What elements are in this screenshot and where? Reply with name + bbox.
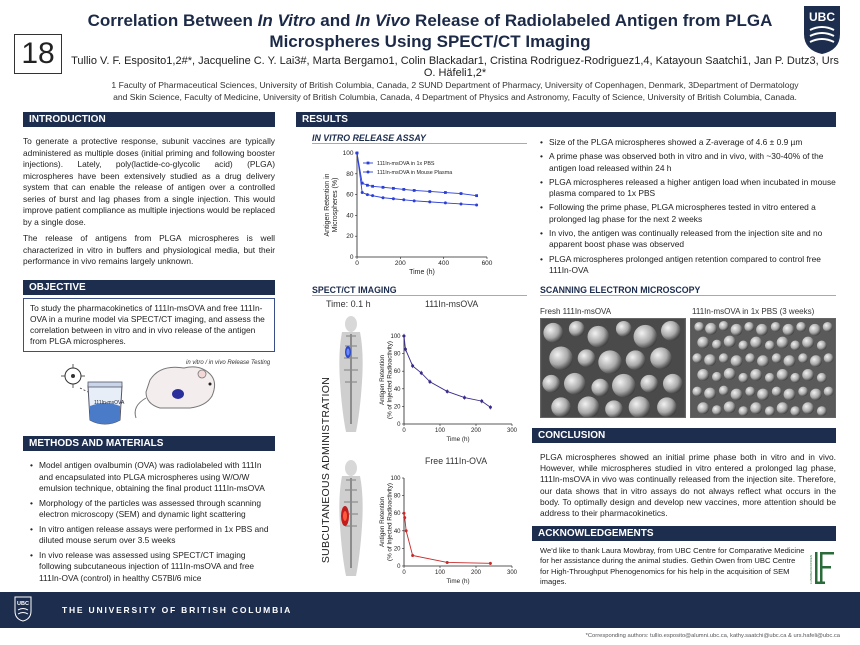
y-tick-label: 40: [393, 528, 401, 535]
x-tick-label: 600: [481, 260, 493, 267]
y-tick-label: 0: [397, 564, 401, 570]
y-axis-label-line: Antigen Retention: [379, 496, 386, 548]
y-tick-label: 20: [393, 546, 401, 553]
methods-header: METHODS AND MATERIALS: [23, 436, 275, 451]
data-point: [428, 190, 431, 193]
y-axis-label-line: (% of Injected Radioactivity): [386, 340, 394, 420]
y-tick-label: 100: [390, 476, 401, 482]
data-point: [444, 191, 447, 194]
ubc-footer-crest-icon: [14, 596, 32, 622]
acknowledgements-header: ACKNOWLEDGEMENTS: [532, 526, 836, 541]
tube-label: 111In-msOVA: [94, 400, 125, 406]
data-point: [413, 189, 416, 192]
lundbeck-text: LUNDBECKFONDEN: [809, 554, 813, 584]
diagram-label: in vitro / in vivo Release Testing: [186, 360, 270, 366]
data-point: [402, 198, 405, 201]
legend-label: 111In-msOVA in 1x PBS: [377, 161, 435, 167]
methods-item: • Model antigen ovalbumin (OVA) was radiolabeled with 111In and encapsulated into PLGA microspheres using W/O/W emulsion technique, obtaining the final product 111In-msOVA: [30, 460, 275, 495]
release-testing-diagram: [60, 356, 270, 428]
sem-image-pbs: [690, 318, 836, 418]
x-tick-label: 200: [470, 428, 482, 434]
x-tick-label: 100: [434, 570, 446, 576]
data-point: [366, 184, 369, 187]
data-point: [356, 152, 359, 155]
spect-time: Time: 0.1 h: [326, 299, 371, 309]
data-point: [361, 191, 364, 194]
y-tick-label: 60: [346, 191, 354, 199]
methods-item: • Morphology of the particles was assessed through scanning electron microscopy (SEM) and dynamic light scattering: [30, 498, 275, 521]
results-item: • PLGA microspheres released a higher antigen load when incubated in mouse plasma compared to 1x PBS: [540, 177, 836, 200]
y-tick-label: 100: [342, 150, 354, 157]
y-tick-label: 60: [393, 369, 401, 376]
y-axis-label: [379, 483, 393, 561]
authors: Tullio V. F. Esposito1,2#*, Jacqueline C. Y. Lai3#, Marta Bergamo1, Colin Blackadar1, Cristina Rodriguez-Rodriguez1,4, Katayoun Saatchi1, Jan P. Dutz3, Urs O. Häfeli1,2*: [71, 55, 839, 79]
x-axis-label: Time (h): [446, 578, 470, 585]
conclusion-text: PLGA microspheres showed an initial prime phase both in vitro and in vivo. However, while microspheres studied in vitro entered a prolonged lag phase, 111In-msOVA in vivo was continually released from the injection site. Therefore, our data shows that in vitro assays do not always reflect what occurs in the body. To optimally design and develop new vaccines, more attention should be address to their pharmacokinetics.: [540, 452, 836, 519]
results-item: • PLGA microspheres prolonged antigen retention compared to control free 111In-OVA: [540, 254, 836, 277]
x-tick-label: 0: [355, 260, 359, 267]
results-item: • A prime phase was observed both in vitro and in vivo, with ~30-40% of the antigen load released within 24 h: [540, 151, 836, 174]
y-tick-label: 40: [346, 212, 354, 220]
x-tick-label: 400: [438, 260, 450, 267]
x-axis-label: Time (h): [409, 269, 435, 276]
legend-label: 111In-msOVA in Mouse Plasma: [377, 170, 453, 176]
data-point: [392, 197, 395, 200]
sem-label-pbs: 111In-msOVA in 1x PBS (3 weeks): [692, 307, 815, 316]
y-axis-label: [324, 173, 339, 236]
y-tick-label: 20: [393, 404, 401, 411]
x-tick-label: 200: [470, 570, 482, 576]
y-tick-label: 80: [393, 351, 401, 358]
affiliations: 1 Faculty of Pharmaceutical Sciences, University of British Columbia, Canada, 2 SUND Department of Pharmacy, University of Copenhagen, Denmark, 3Department of Dermatology and Skin Science, Faculty of Medicine, University of British Columbia, Canada, 4 Department of Physics and Astronomy, Faculty of Science, University of British Columbia, Canada.: [111, 80, 799, 102]
methods-list: [30, 460, 275, 587]
spect-image-free: [332, 456, 370, 582]
x-tick-label: 300: [506, 428, 518, 434]
sem-label-fresh: Fresh 111In-msOVA: [540, 307, 612, 316]
data-point: [392, 187, 395, 190]
y-axis-label-line: Antigen Retention: [379, 354, 386, 406]
poster-title: Correlation Between In Vitro and In Vivo Release of Radiolabeled Antigen from PLGA Microspheres Using SPECT/CT Imaging: [87, 11, 773, 51]
data-point: [371, 194, 374, 197]
poster-number: 18: [14, 34, 62, 74]
data-point: [382, 186, 385, 189]
conclusion-header: CONCLUSION: [532, 428, 836, 443]
legend-marker: [367, 171, 370, 174]
sem-title: SCANNING ELECTRON MICROSCOPY: [540, 285, 836, 296]
objective-text: To study the pharmacokinetics of 111In-msOVA and free 111In-OVA in a murine model via SPECT/CT imaging, and assess the correlation between in vitro and in vivo release of the antigen from PLGA microspheres.: [23, 298, 275, 352]
y-tick-label: 60: [393, 511, 401, 518]
footer-bar: [0, 592, 860, 628]
ubc-footer-crest-text: UBC: [17, 601, 29, 607]
spect-title: SPECT/CT IMAGING: [312, 285, 527, 296]
data-point: [460, 192, 463, 195]
y-axis-label: [379, 341, 393, 419]
results-item: • In vivo, the antigen was continually released from the injection site and no apparent boost phase was observed: [540, 228, 836, 251]
spect-msova-chart: [372, 328, 520, 446]
series-line: [404, 336, 490, 407]
x-tick-label: 200: [394, 260, 406, 267]
spect-image-msova: [332, 312, 370, 438]
subcutaneous-label: SUBCUTANEOUS ADMINISTRATION: [320, 376, 332, 564]
y-tick-label: 0: [349, 254, 354, 261]
data-point: [460, 202, 463, 205]
y-tick-label: 40: [393, 386, 401, 393]
results-bullets: [540, 137, 836, 279]
data-point: [475, 194, 478, 197]
corresponding-authors: *Corresponding authors: tullio.esposito@alumni.ubc.ca, kathy.saatchi@ubc.ca & urs.hafeli@ubc.ca: [585, 633, 840, 639]
methods-item: • In vivo release was assessed using SPECT/CT imaging following subcutaneous injection of 111In-msOVA and free 111In-OVA (control) in healthy C57Bl/6 mice: [30, 550, 275, 585]
data-point: [413, 199, 416, 202]
x-tick-label: 0: [402, 570, 406, 576]
introduction-header: INTRODUCTION: [23, 112, 275, 127]
ubc-crest-text: UBC: [809, 10, 835, 24]
data-point: [475, 204, 478, 207]
x-tick-label: 300: [506, 570, 518, 576]
invitro-title: IN VITRO RELEASE ASSAY: [312, 133, 527, 144]
methods-item: • In vitro antigen release assays were performed in 1x PBS and diluted mouse serum over 3.5 weeks: [30, 524, 275, 547]
x-tick-label: 0: [402, 428, 406, 434]
results-item: • Size of the PLGA microspheres showed a Z-average of 4.6 ± 0.9 µm: [540, 137, 836, 148]
introduction-text: To generate a protective response, subunit vaccines are typically administered as multiple doses (initial priming and following booster injections). Lately, poly(lactide-co-glycolic acid) (PLGA) microspheres have been extensively studied as a drug delivery system that can enable the release of antigen over a controlled series of burst and lag phases from a single injection. This would improve patient compliance as multiple injections would be replaced by a single dose. The release of antigens from PLGA microspheres is well characterized in vitro in buffers and physiological media, but their performance in vivo remains largely unknown.: [23, 136, 275, 266]
data-point: [402, 188, 405, 191]
spect-label-msova: 111In-msOVA: [425, 299, 479, 309]
sem-image-fresh: [540, 318, 686, 418]
x-axis-label: Time (h): [446, 436, 470, 443]
acknowledgements-text: We'd like to thank Laura Mowbray, from UBC Centre for Comparative Medicine for her assistance during the animal studies. Gethin Owen from UBC Centre for High-Throughput Phenogenomics for his help in the acquisition of SEM images.: [540, 546, 805, 587]
results-header: RESULTS: [296, 112, 836, 127]
y-axis-label-line: (% of Injected Radioactivity): [386, 482, 394, 562]
data-point: [366, 193, 369, 196]
spect-label-free: Free 111In-OVA: [425, 456, 488, 466]
objective-header: OBJECTIVE: [23, 280, 275, 295]
y-tick-label: 100: [390, 334, 401, 340]
lundbeck-logo-icon: [808, 550, 836, 586]
y-tick-label: 0: [397, 422, 401, 428]
data-point: [428, 200, 431, 203]
data-point: [444, 201, 447, 204]
ubc-crest-icon: [802, 4, 842, 56]
legend-marker: [367, 162, 370, 165]
y-axis-label-line: Antigen Retention in: [324, 173, 331, 237]
data-point: [382, 196, 385, 199]
y-tick-label: 80: [393, 493, 401, 500]
y-tick-label: 80: [346, 170, 354, 178]
data-point: [371, 185, 374, 188]
x-tick-label: 100: [434, 428, 446, 434]
results-item: • Following the prime phase, PLGA microspheres tested in vitro entered a prolonged lag phase for the next 2 weeks: [540, 202, 836, 225]
series-line: [404, 513, 490, 563]
invitro-release-chart: [315, 145, 530, 280]
spect-free-chart: [372, 470, 520, 588]
university-name: THE UNIVERSITY OF BRITISH COLUMBIA: [62, 605, 293, 615]
y-tick-label: 20: [346, 233, 354, 241]
y-axis-label-line: Microspheres (%): [332, 177, 339, 233]
